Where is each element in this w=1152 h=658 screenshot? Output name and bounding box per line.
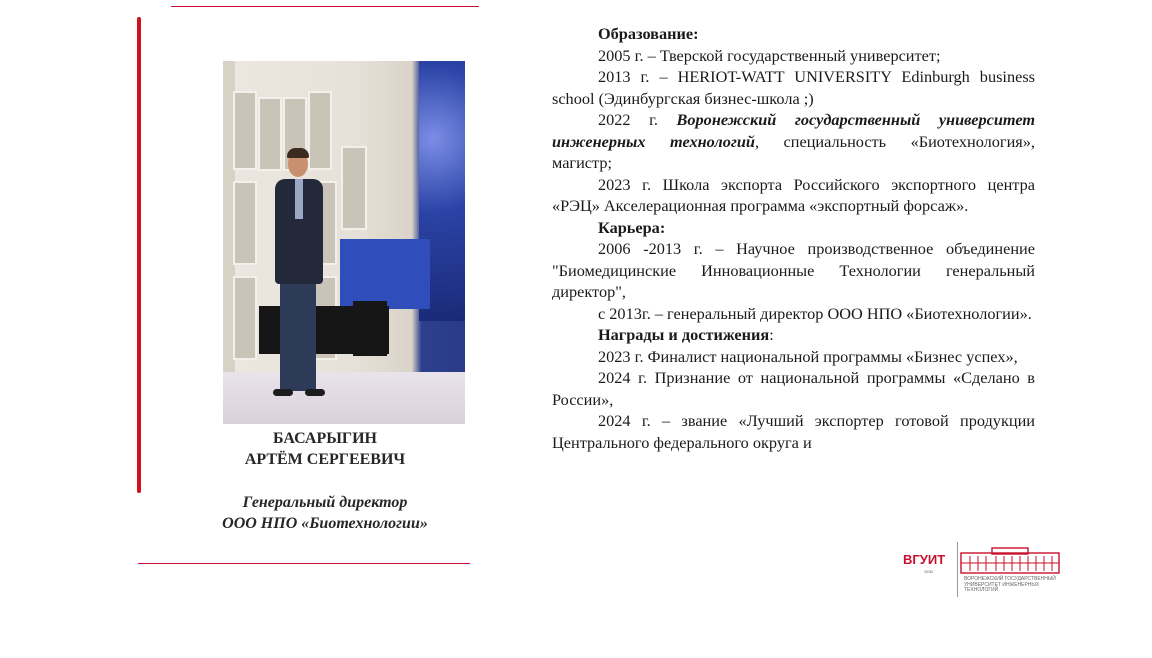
biography-text: Образование: 2005 г. – Тверской государственный университет; 2013 г. – HERIOT-WATT UNIVERSITY Edinburgh business school (Эдинбургская бизнес-школа ;) 2022 г. Воронежский государственный университет инженерных технологий, специальность «Биотехнология», магистр; 2023 г. Школа экспорта Российского экспортного центра «РЭЦ» Акселерационная программа «экспортный форсаж». Карьера: 2006 -2013 г. – Научное производственное объединение "Биомедицинские Инновационные Технологии генеральный директор", с 2013г. – генеральный директор ООО НПО «Биотехнологии». Награды и достижения: 2023 г. Финалист национальной программы «Бизнес успех», 2024 г. Признание от национальной программы «Сделано в России», 2024 г. – звание «Лучший экспортер готовой продукции Центрального федерального округа и <box>552 24 1035 452</box>
education-item: 2013 г. – HERIOT-WATT UNIVERSITY Edinburgh business school (Эдинбургская бизнес-школа ;) <box>552 67 1035 108</box>
career-item: с 2013г. – генеральный директор ООО НПО «Биотехнологии». <box>598 303 1032 323</box>
logo-subtitle: ВОРОНЕЖСКИЙ ГОСУДАРСТВЕННЫЙ УНИВЕРСИТЕТ ИНЖЕНЕРНЫХ ТЕХНОЛОГИЙ <box>964 576 1056 594</box>
person-company: ООО НПО «Биотехнологии» <box>222 515 428 532</box>
left-accent-bar <box>137 17 141 493</box>
logo-year: 1930 <box>924 569 933 574</box>
education-item: 2023 г. Школа экспорта Российского экспортного центра «РЭЦ» Акселерационная программа «экспортный форсаж». <box>552 174 1035 215</box>
top-divider-line <box>171 6 479 7</box>
logo-abbreviation: ВГУИТ <box>903 552 946 567</box>
person-surname: БАСАРЫГИН <box>273 430 377 447</box>
award-item: 2024 г. – звание «Лучший экспортер готовой продукции Центрального федерального округа и <box>552 411 1035 452</box>
person-position: Генеральный директор <box>242 494 408 511</box>
education-item: 2022 г. Воронежский государственный университет инженерных технологий, специальность «Биотехнология», магистр; <box>552 110 1035 172</box>
awards-heading: Награды и достижения <box>598 325 770 344</box>
education-heading: Образование: <box>598 24 699 43</box>
education-item: 2005 г. – Тверской государственный университет; <box>598 45 941 65</box>
career-item: 2006 -2013 г. – Научное производственное объединение "Биомедицинские Инновационные Технологии генеральный директор", <box>552 239 1035 301</box>
person-name <box>190 428 460 470</box>
person-given-names: АРТЁМ СЕРГЕЕВИЧ <box>244 451 406 468</box>
award-item: 2023 г. Финалист национальной программы «Бизнес успех», <box>598 346 1018 366</box>
university-logo <box>900 540 1070 600</box>
university-name: Воронежский государственный университет инженерных технологий <box>552 110 1035 151</box>
portrait-photo <box>223 61 465 424</box>
person-role <box>190 492 460 534</box>
building-icon <box>960 546 1060 574</box>
career-heading: Карьера: <box>598 217 666 237</box>
award-item: 2024 г. Признание от национальной программы «Сделано в России», <box>552 368 1035 409</box>
bottom-divider-line <box>138 563 470 564</box>
